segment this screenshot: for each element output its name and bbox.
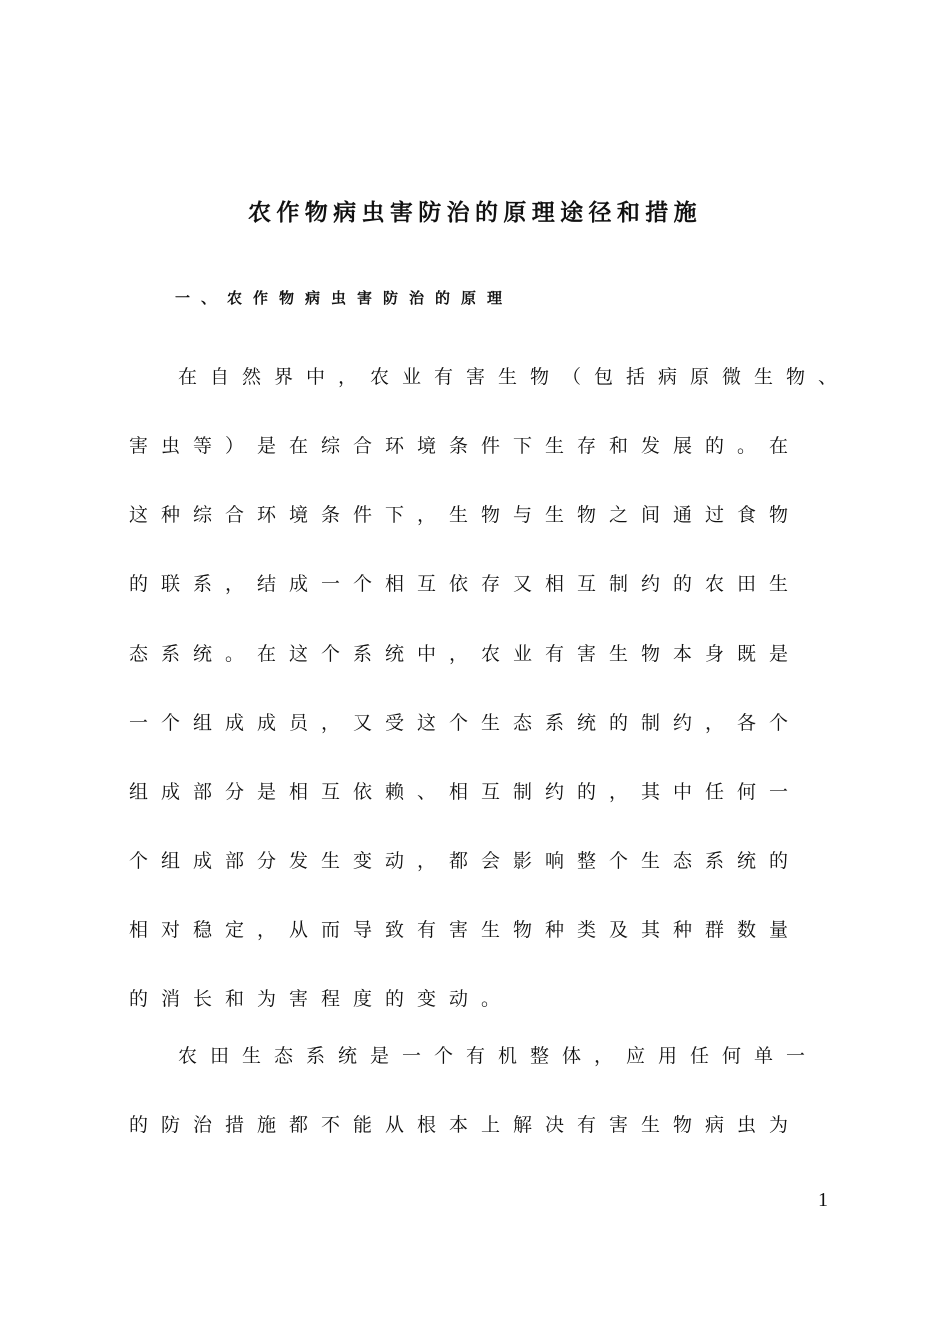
paragraph-line: 一个组成成员，又受这个生态系统的制约，各个: [129, 712, 802, 734]
document-title: 农作物病虫害防治的原理途径和措施: [248, 200, 702, 226]
section-heading: 一、农作物病虫害防治的原理: [175, 289, 514, 307]
paragraph-line: 的防治措施都不能从根本上解决有害生物病虫为: [129, 1114, 802, 1136]
page-number: 1: [818, 1189, 828, 1211]
paragraph-line: 组成部分是相互依赖、相互制约的，其中任何一: [129, 781, 802, 803]
paragraph-line: 农田生态系统是一个有机整体，应用任何单一: [178, 1045, 819, 1067]
paragraph-line: 的消长和为害程度的变动。: [129, 988, 514, 1010]
paragraph-line: 害虫等）是在综合环境条件下生存和发展的。在: [129, 435, 802, 457]
paragraph-line: 个组成部分发生变动，都会影响整个生态系统的: [129, 850, 802, 872]
paragraph-line: 这种综合环境条件下，生物与生物之间通过食物: [129, 504, 802, 526]
paragraph-line: 态系统。在这个系统中，农业有害生物本身既是: [129, 643, 802, 665]
paragraph-line: 在自然界中，农业有害生物（包括病原微生物、: [178, 366, 851, 388]
paragraph-line: 相对稳定，从而导致有害生物种类及其种群数量: [129, 919, 802, 941]
paragraph-line: 的联系，结成一个相互依存又相互制约的农田生: [129, 573, 802, 595]
